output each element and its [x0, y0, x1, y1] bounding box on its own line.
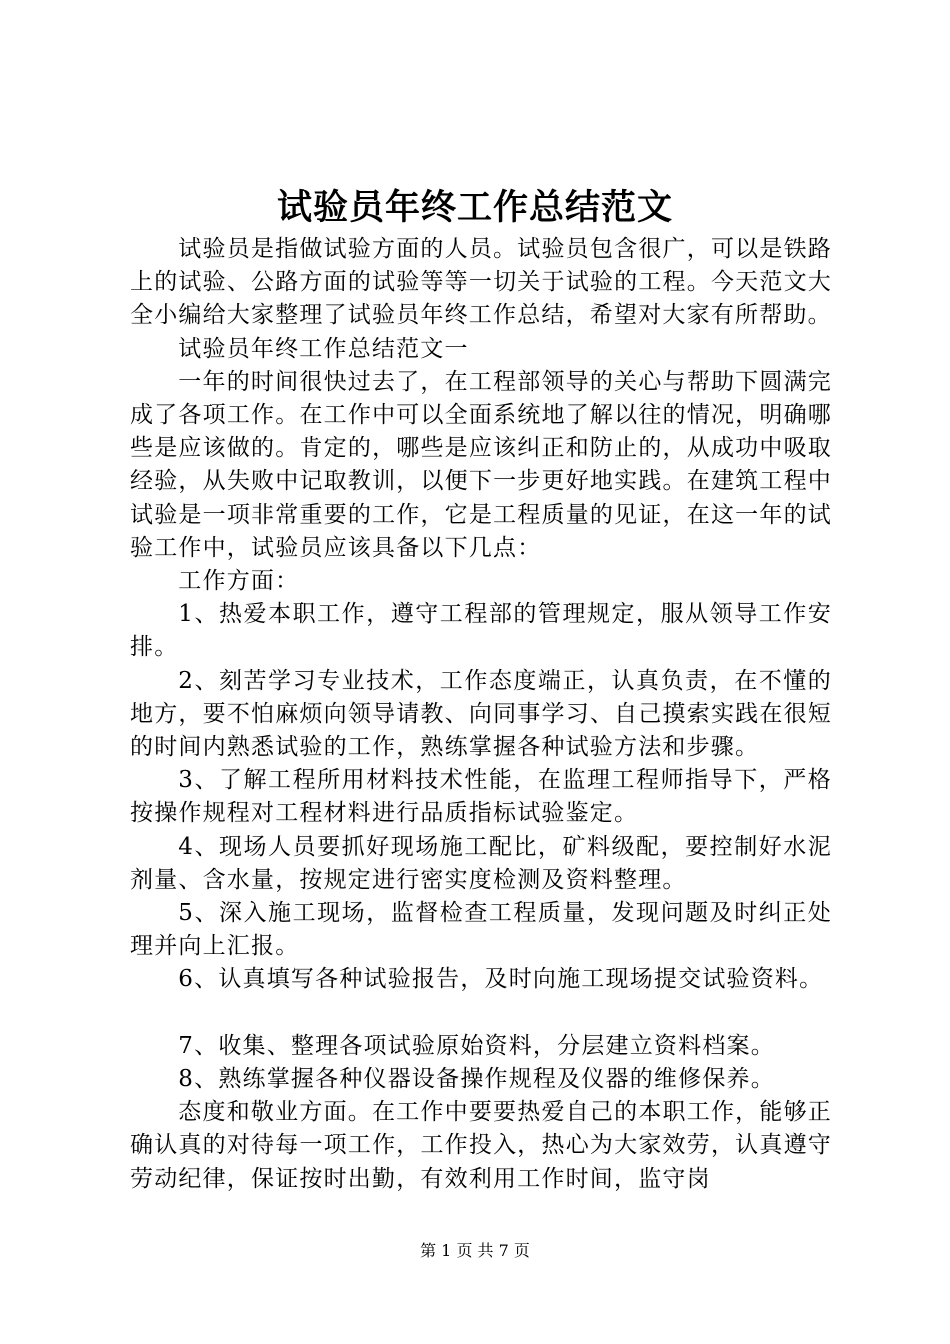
list-item-8: 8、熟练掌握各种仪器设备操作规程及仪器的维修保养。	[178, 1066, 775, 1093]
list-item-4: 4、现场人员要抓好现场施工配比，矿料级配，要控制好水泥剂量、含水量，按规定进行密实度检测及资料整理。	[130, 833, 832, 893]
list-item-3: 3、了解工程所用材料技术性能，在监理工程师指导下，严格按操作规程对工程材料进行品质指标试验鉴定。	[130, 767, 832, 827]
list-item-2: 2、刻苦学习专业技术，工作态度端正，认真负责，在不懂的地方，要不怕麻烦向领导请教、向同事学习、自己摸索实践在很短的时间内熟悉试验的工作，熟练掌握各种试验方法和步骤。	[130, 667, 832, 761]
paragraph-attitude: 态度和敬业方面。在工作中要要热爱自己的本职工作，能够正确认真的对待每一项工作，工作投入，热心为大家效劳，认真遵守劳动纪律，保证按时出勤，有效利用工作时间，监守岗	[130, 1099, 832, 1192]
page-footer: 第 1 页 共 7 页	[420, 1241, 530, 1260]
blank-line	[130, 997, 832, 1030]
paragraph-summary: 一年的时间很快过去了，在工程部领导的关心与帮助下圆满完成了各项工作。在工作中可以全面系统地了解以往的情况，明确哪些是应该做的。肯定的，哪些是应该纠正和防止的，从成功中吸取经验，从失败中记取教训，以便下一步更好地实践。在建筑工程中试验是一项非常重要的工作，它是工程质量的见证，在这一年的试验工作中，试验员应该具备以下几点：	[130, 368, 832, 561]
list-item-1: 1、热爱本职工作，遵守工程部的管理规定，服从领导工作安排。	[130, 601, 832, 661]
document-title: 试验员年终工作总结范文	[276, 187, 673, 228]
section-heading: 试验员年终工作总结范文一	[178, 335, 469, 362]
list-item-7: 7、收集、整理各项试验原始资料，分层建立资料档案。	[178, 1032, 775, 1059]
list-item-6: 6、认真填写各种试验报告，及时向施工现场提交试验资料。	[178, 966, 824, 993]
list-item-5: 5、深入施工现场，监督检查工程质量，发现问题及时纠正处理并向上汇报。	[130, 900, 832, 960]
document-body	[130, 233, 832, 1196]
paragraph-intro: 试验员是指做试验方面的人员。试验员包含很广，可以是铁路上的试验、公路方面的试验等等一切关于试验的工程。今天范文大全小编给大家整理了试验员年终工作总结，希望对大家有所帮助。	[130, 236, 832, 329]
subheading-work: 工作方面：	[178, 568, 300, 595]
